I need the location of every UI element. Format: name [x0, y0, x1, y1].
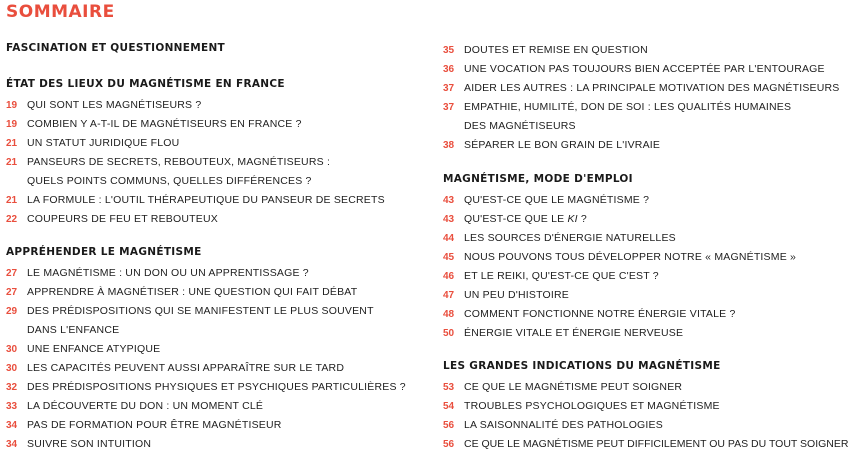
- toc-entry[interactable]: [6, 194, 385, 207]
- toc-entry[interactable]: [6, 267, 309, 280]
- toc-entry-continuation: [6, 175, 312, 187]
- toc-entry[interactable]: [443, 327, 683, 340]
- page-number: 38: [443, 140, 455, 151]
- page-number: 54: [443, 401, 455, 412]
- page-number: 33: [6, 401, 18, 412]
- page-number: 36: [443, 64, 455, 75]
- page-number: 45: [443, 252, 455, 263]
- page-number: 43: [443, 195, 455, 206]
- entry-title: UNE ENFANCE ATYPIQUE: [27, 343, 161, 355]
- page-number: 21: [6, 195, 18, 206]
- entry-title: QUI SONT LES MAGNÉTISEURS ?: [27, 99, 202, 111]
- entry-title: [464, 213, 587, 225]
- section-heading-mode-emploi: MAGNÉTISME, MODE D'EMPLOI: [443, 173, 633, 185]
- page-number: 56: [443, 439, 455, 450]
- toc-entry[interactable]: [6, 400, 263, 413]
- toc-entry[interactable]: [443, 308, 736, 321]
- page-number: 37: [443, 83, 455, 94]
- entry-title: UNE VOCATION PAS TOUJOURS BIEN ACCEPTÉE PAR L'ENTOURAGE: [464, 63, 825, 75]
- toc-entry[interactable]: [6, 99, 201, 112]
- toc-entry[interactable]: [6, 213, 218, 226]
- section-heading-intro: FASCINATION ET QUESTIONNEMENT: [6, 42, 225, 54]
- page-number: 22: [6, 214, 18, 225]
- entry-title: ÉNERGIE VITALE ET ÉNERGIE NERVEUSE: [464, 327, 684, 339]
- entry-title: UN STATUT JURIDIQUE FLOU: [27, 137, 180, 149]
- toc-entry[interactable]: [443, 438, 848, 451]
- toc-entry[interactable]: [6, 362, 344, 375]
- page-number: 50: [443, 328, 455, 339]
- toc-entry[interactable]: [443, 44, 648, 57]
- entry-title: PAS DE FORMATION POUR ÊTRE MAGNÉTISEUR: [27, 419, 282, 431]
- entry-title: AIDER LES AUTRES : LA PRINCIPALE MOTIVATION DES MAGNÉTISEURS: [464, 82, 840, 94]
- toc-entry[interactable]: [443, 101, 791, 114]
- entry-title-continued: DANS L'ENFANCE: [27, 324, 120, 336]
- toc-entry[interactable]: [443, 289, 569, 302]
- toc-entry[interactable]: [443, 194, 649, 207]
- page-number: 34: [6, 420, 18, 431]
- entry-title: SUIVRE SON INTUITION: [27, 438, 152, 450]
- toc-entry[interactable]: [443, 400, 720, 413]
- page-number: 30: [6, 363, 18, 374]
- entry-title: COMBIEN Y A-T-IL DE MAGNÉTISEURS EN FRANCE ?: [27, 118, 302, 130]
- page-number: 21: [6, 138, 18, 149]
- toc-entry[interactable]: [443, 232, 676, 245]
- page-number: 34: [6, 439, 18, 450]
- page-title: SOMMAIRE: [6, 2, 115, 22]
- toc-entry[interactable]: [6, 286, 357, 299]
- entry-title: COMMENT FONCTIONNE NOTRE ÉNERGIE VITALE ?: [464, 308, 736, 320]
- entry-title: PANSEURS DE SECRETS, REBOUTEUX, MAGNÉTISEURS :: [27, 156, 331, 168]
- section-heading-grandes-indications: LES GRANDES INDICATIONS DU MAGNÉTISME: [443, 360, 721, 372]
- entry-title: QU'EST-CE QUE LE MAGNÉTISME ?: [464, 194, 650, 206]
- entry-title-continued: QUELS POINTS COMMUNS, QUELLES DIFFÉRENCES ?: [27, 175, 312, 187]
- toc-entry[interactable]: [443, 251, 796, 264]
- page-number: 48: [443, 309, 455, 320]
- toc-entry[interactable]: [6, 438, 151, 451]
- toc-entry[interactable]: [443, 63, 825, 76]
- toc-entry[interactable]: [443, 82, 840, 95]
- entry-title-start: QU'EST-CE QUE LE: [464, 213, 568, 225]
- entry-title: DOUTES ET REMISE EN QUESTION: [464, 44, 648, 56]
- entry-title: NOUS POUVONS TOUS DÉVELOPPER NOTRE « MAGNÉTISME »: [464, 251, 797, 263]
- page-number: 21: [6, 157, 18, 168]
- toc-entry[interactable]: [6, 137, 179, 150]
- entry-title: APPRENDRE À MAGNÉTISER : UNE QUESTION QUI FAIT DÉBAT: [27, 286, 358, 298]
- entry-title: LA SAISONNALITÉ DES PATHOLOGIES: [464, 419, 663, 431]
- page-number: 44: [443, 233, 455, 244]
- entry-title: CE QUE LE MAGNÉTISME PEUT DIFFICILEMENT OU PAS DU TOUT SOIGNER: [464, 438, 848, 450]
- entry-title: EMPATHIE, HUMILITÉ, DON DE SOI : LES QUALITÉS HUMAINES: [464, 101, 792, 113]
- entry-title: DES PRÉDISPOSITIONS QUI SE MANIFESTENT LE PLUS SOUVENT: [27, 305, 374, 317]
- entry-title: ET LE REIKI, QU'EST-CE QUE C'EST ?: [464, 270, 659, 282]
- toc-entry[interactable]: [6, 305, 374, 318]
- page-number: 35: [443, 45, 455, 56]
- toc-entry[interactable]: [6, 381, 406, 394]
- toc-entry[interactable]: [443, 419, 663, 432]
- entry-title: DES PRÉDISPOSITIONS PHYSIQUES ET PSYCHIQUES PARTICULIÈRES ?: [27, 381, 406, 393]
- page-number: 37: [443, 102, 455, 113]
- page-number: 47: [443, 290, 455, 301]
- entry-title: LA FORMULE : L'OUTIL THÉRAPEUTIQUE DU PANSEUR DE SECRETS: [27, 194, 385, 206]
- toc-entry[interactable]: [443, 270, 659, 283]
- page-number: 46: [443, 271, 455, 282]
- toc-entry-continuation: [6, 324, 119, 336]
- page-number: 27: [6, 268, 18, 279]
- entry-title: COUPEURS DE FEU ET REBOUTEUX: [27, 213, 218, 225]
- toc-entry-continuation: [443, 120, 576, 132]
- entry-title-continued: DES MAGNÉTISEURS: [464, 120, 576, 132]
- entry-title: TROUBLES PSYCHOLOGIQUES ET MAGNÉTISME: [464, 400, 720, 412]
- toc-entry[interactable]: [6, 343, 160, 356]
- page-number: 19: [6, 119, 18, 130]
- entry-title: CE QUE LE MAGNÉTISME PEUT SOIGNER: [464, 381, 683, 393]
- toc-entry[interactable]: [6, 156, 330, 169]
- toc-entry[interactable]: [443, 139, 660, 152]
- entry-title-end: ?: [577, 213, 587, 225]
- page-number: 19: [6, 100, 18, 111]
- entry-title: SÉPARER LE BON GRAIN DE L'IVRAIE: [464, 139, 661, 151]
- entry-title: LES CAPACITÉS PEUVENT AUSSI APPARAÎTRE SUR LE TARD: [27, 362, 345, 374]
- entry-title: UN PEU D'HISTOIRE: [464, 289, 569, 301]
- entry-title: LE MAGNÉTISME : UN DON OU UN APPRENTISSAGE ?: [27, 267, 309, 279]
- section-heading-etat-des-lieux: ÉTAT DES LIEUX DU MAGNÉTISME EN FRANCE: [6, 78, 285, 90]
- toc-entry[interactable]: [6, 419, 282, 432]
- toc-entry[interactable]: [443, 213, 587, 226]
- page-number: 27: [6, 287, 18, 298]
- page-number: 32: [6, 382, 18, 393]
- entry-title: LA DÉCOUVERTE DU DON : UN MOMENT CLÉ: [27, 400, 264, 412]
- page-number: 53: [443, 382, 455, 393]
- entry-title-italic: KI: [567, 213, 578, 225]
- section-heading-apprehender: APPRÉHENDER LE MAGNÉTISME: [6, 246, 202, 258]
- page-number: 43: [443, 214, 455, 225]
- page-number: 56: [443, 420, 455, 431]
- toc-entry[interactable]: [443, 381, 682, 394]
- entry-title: LES SOURCES D'ÉNERGIE NATURELLES: [464, 232, 676, 244]
- toc-entry[interactable]: [6, 118, 302, 131]
- page-number: 29: [6, 306, 18, 317]
- page-number: 30: [6, 344, 18, 355]
